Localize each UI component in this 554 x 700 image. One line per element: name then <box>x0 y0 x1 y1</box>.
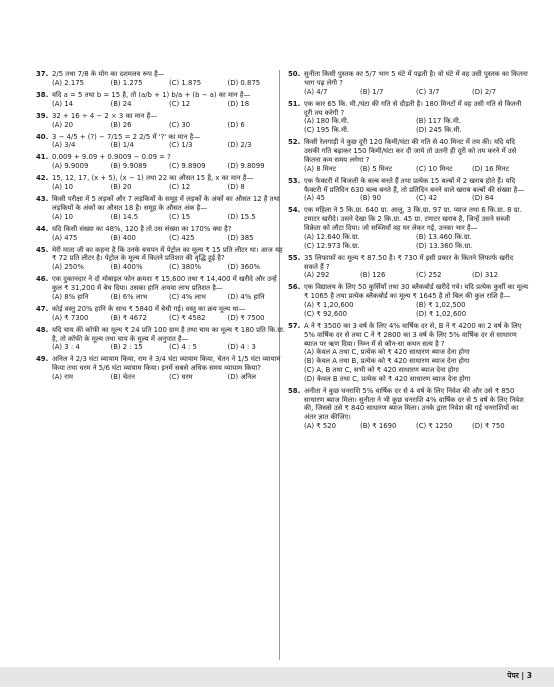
option-b: (B) 1/4 <box>110 141 134 150</box>
question-text: एक विद्यालय के लिए 50 कुर्सियाँ तथा 30 ब्लैकबोर्ड खरीदे गये। यदि प्रत्येक कुर्सी का मूल्य ₹ 1065 है तथा प्रत्येक ब्लैकबोर्ड का मूल्य ₹ 1645 है तो बिल की कुल राशि है— <box>304 283 528 301</box>
option-b: (B) चेतन <box>110 373 135 382</box>
option-a: (A) 3/4 <box>52 141 76 150</box>
option-a: (A) 475 <box>52 233 78 242</box>
question-number: 53. <box>288 176 301 185</box>
option-c: (C) 252 <box>416 271 442 280</box>
option-d: (D) ₹ 750 <box>472 422 505 431</box>
question-number: 54. <box>288 206 301 215</box>
option-b: (B) 20 <box>110 183 132 192</box>
option-b: (B) 9.9089 <box>110 162 147 171</box>
option-a: (A) 9.9009 <box>52 162 89 171</box>
options <box>36 293 286 302</box>
question-number: 52. <box>288 138 301 147</box>
page-footer-band <box>0 667 554 687</box>
option-a: (A) 180 कि.मी. <box>304 117 349 126</box>
option-c: (C) 12 <box>169 99 191 108</box>
question-number: 38. <box>36 90 49 99</box>
options <box>288 88 528 97</box>
question-number: 39. <box>36 111 49 120</box>
option-d: (D) 2/3 <box>227 141 252 150</box>
option-c: (C) 4 : 5 <box>169 343 197 352</box>
question-text: 2/5 तथा 7/8 के योग का दशमलव रूप है— <box>52 70 165 78</box>
question-number: 50. <box>288 70 301 78</box>
options <box>36 373 286 382</box>
options <box>36 314 286 323</box>
question-number: 55. <box>288 253 301 262</box>
question-text: कोई वस्तु 20% हानि के साथ ₹ 5840 में बेची गई। वस्तु का क्रय मूल्य था— <box>52 304 246 313</box>
option-a: (A) 8% हानि <box>52 292 89 301</box>
option-c: (C) A, B तथा C, सभी को ₹ 420 साधारण ब्याज देना होगा <box>304 365 459 374</box>
option-c: (C) ₹ 92,600 <box>304 309 348 318</box>
option-a: (A) 250% <box>52 263 84 272</box>
question-48 <box>36 326 286 352</box>
option-c: (C) 9.8909 <box>169 162 206 171</box>
option-d: (D) 6 <box>227 120 245 129</box>
option-b: (B) 24 <box>110 99 132 108</box>
option-c: (C) 10 मिनट <box>416 164 453 173</box>
options <box>36 100 286 109</box>
question-text: मेरी माता जी का कहना है कि उनके बचपन में पेट्रोल का मूल्य ₹ 15 प्रति लीटर था। आज यह ₹ 72 प्रति लीटर है। पेट्रोल के मूल्य में कितने प्रतिशत की वृद्धि हुई है? <box>52 245 283 263</box>
options <box>36 234 286 243</box>
option-a: (A) 20 <box>52 120 74 129</box>
question-number: 41. <box>36 153 49 162</box>
question-55 <box>288 254 528 280</box>
options <box>288 194 528 203</box>
question-46 <box>36 275 286 301</box>
option-d: (D) 4 : 3 <box>227 343 256 352</box>
question-58 <box>288 387 528 431</box>
question-text: यदि किसी संख्या का 48%, 120 है तो उस संख्या का 170% क्या है? <box>52 224 232 233</box>
options <box>288 348 528 383</box>
option-d: (D) 245 कि.मी. <box>416 126 462 135</box>
question-45 <box>36 246 286 272</box>
question-47 <box>36 305 286 323</box>
options <box>288 233 528 251</box>
options <box>288 422 528 431</box>
option-a: (A) 3 : 4 <box>52 343 80 352</box>
question-text: अनीता ने कुछ धनराशि 5% वार्षिक दर से 4 वर्ष के लिए निवेश की और उसे ₹ 850 साधारण ब्याज मिला। सुनीता ने भी कुछ धनराशि 4% वार्षिक दर से 5 वर्ष के लिए निवेश की, जिससे उसे ₹ 840 साधारण ब्याज मिला। उनके द्वारा निवेश की गई धनराशियों का अंतर ज्ञात कीजिए। <box>304 386 524 422</box>
option-b: (B) ₹ 1,02,500 <box>416 301 466 309</box>
option-c: (C) 42 <box>416 194 438 203</box>
question-number: 46. <box>36 275 49 284</box>
option-d: (D) 360% <box>227 263 261 272</box>
question-40 <box>36 133 286 151</box>
option-c: (C) 195 कि.मी. <box>304 126 350 135</box>
option-d: (D) 312 <box>472 271 499 280</box>
option-c: (C) 425 <box>169 233 195 242</box>
option-d: (D) 15.5 <box>227 212 256 221</box>
options <box>288 271 528 280</box>
question-text: 15, 12, 17, (x + 5), (x − 1) तथा 22 का औसत 15 है, x का मान है— <box>52 174 254 183</box>
question-number: 51. <box>288 99 301 108</box>
option-b: (B) 26 <box>110 120 132 129</box>
question-42 <box>36 174 286 192</box>
option-b: (B) 1.275 <box>110 78 143 87</box>
option-a: (A) ₹ 7300 <box>52 313 89 322</box>
option-b: (B) 90 <box>360 194 382 203</box>
option-a: (A) ₹ 1,20,600 <box>304 301 354 309</box>
question-43 <box>36 195 286 221</box>
option-d: (D) 13.360 कि.ग्रा. <box>416 241 473 250</box>
option-b: (B) 2 : 15 <box>110 343 143 352</box>
option-d: (D) ₹ 1,02,600 <box>416 309 467 318</box>
question-51 <box>288 100 528 135</box>
question-text: किसी परीक्षा में 5 लड़कों और 7 लड़कियों के समूह में लड़कों के अंकों का औसत 12 है तथा लड़कियों के अंकों का औसत 18 है। समूह के औसत अंक है— <box>52 195 280 212</box>
question-text: एक महिला ने 5 कि.ग्रा. 640 ग्रा. आलू, 3 कि.ग्रा. 97 ग्रा. प्याज तथा 6 कि.ग्रा. 8 ग्रा. टमाटर खरीदे। उसने देखा कि 2 कि.ग्रा. 45 ग्रा. टमाटर खराब है, जिन्हें उसने सब्जी विक्रेता को लौटा दिया। जो सब्जियाँ वह घर लेकर गई, उनका भार है— <box>304 206 522 232</box>
option-a: (A) 10 <box>52 212 74 221</box>
option-b: (B) 14.5 <box>110 212 139 221</box>
options <box>36 162 286 171</box>
options <box>36 121 286 130</box>
options <box>288 301 528 319</box>
question-57 <box>288 322 528 384</box>
question-text: किसी रेलगाड़ी ने कुछ दूरी 120 किमी/घंटा की गति से 40 मिनट में तय की। यदि यदि उसकी गति बढ़ाकर 150 किमी/घंटा कर दी जाये तो उतनी ही दूरी को तय करने में उसे कितना कम समय लगेगा ? <box>304 138 517 164</box>
options <box>36 213 286 222</box>
option-b: (B) 400 <box>110 233 136 242</box>
option-d: (D) 2/7 <box>472 87 496 96</box>
option-c: (C) 1/3 <box>169 141 193 150</box>
page-number-label: पेपर | 3 <box>507 671 532 680</box>
option-b: (B) 13.460 कि.ग्रा. <box>416 232 472 241</box>
question-44 <box>36 225 286 243</box>
option-b: (B) 1/7 <box>360 87 384 96</box>
option-d: (D) ₹ 7500 <box>227 313 265 322</box>
question-number: 57. <box>288 321 301 330</box>
option-b: (B) 126 <box>360 271 386 280</box>
options <box>288 165 528 174</box>
option-c: (C) 3/7 <box>416 87 440 96</box>
option-c: (C) 12.973 कि.ग्रा. <box>304 241 360 250</box>
option-a: (A) 2.175 <box>52 78 85 87</box>
question-text: 32 + 16 ÷ 4 − 2 × 3 का मान है— <box>52 111 158 120</box>
option-a: (A) 292 <box>304 271 330 280</box>
left-column <box>36 70 286 385</box>
option-a: (A) 10 <box>52 183 74 192</box>
question-number: 48. <box>36 325 49 334</box>
question-text: अनिल ने 2/3 घंटा व्यायाम किया, राम ने 3/4 घंटा व्यायाम किया, चेतन ने 1/5 घंटा व्यायाम किया तथा धरम ने 5/6 घंटा व्यायाम किया। इनमें सबसे अधिक समय व्यायाम किया? <box>52 355 281 373</box>
question-text: A ने ₹ 3500 का 3 वर्ष के लिए 4% वार्षिक दर से, B ने ₹ 4200 का 2 वर्ष के लिए 5% वार्षिक दर से तथा C ने ₹ 2800 का 3 वर्ष के लिए 5% वार्षिक दर से साधारण ब्याज पर ऋण दिया। निम्न में से कौन-सा कथन सत्य है ? <box>304 321 522 348</box>
question-number: 49. <box>36 355 49 364</box>
option-c: (C) 30 <box>169 120 191 129</box>
question-number: 40. <box>36 132 49 141</box>
option-b: (B) केवल A तथा B, प्रत्येक को ₹ 420 साधारण ब्याज देना होगा <box>304 357 470 366</box>
question-56 <box>288 283 528 318</box>
option-c: (C) धरम <box>169 373 193 382</box>
options <box>36 183 286 192</box>
question-number: 58. <box>288 386 301 395</box>
question-text: 3 − 4/5 + (?) − 7/15 = 2 2/5 में '?' का मान है— <box>52 132 201 141</box>
question-number: 56. <box>288 283 301 292</box>
option-a: (A) 45 <box>304 194 326 203</box>
option-a: (A) 14 <box>52 99 74 108</box>
question-52 <box>288 138 528 173</box>
option-b: (B) ₹ 4672 <box>110 313 147 322</box>
option-d: (D) केवल B तथा C, प्रत्येक को ₹ 420 साधारण ब्याज देना होगा <box>304 374 471 383</box>
question-54 <box>288 206 528 250</box>
option-b: (B) 5 मिनट <box>360 164 393 173</box>
option-a: (A) 4/7 <box>304 87 328 96</box>
question-text: सुनीता किसी पुस्तक का 5/7 भाग 5 घंटे में पढ़ती है। वो घंटे में वह उसी पुस्तक का कितना भाग पढ़ लेगी ? <box>304 70 528 87</box>
options <box>288 117 528 135</box>
question-number: 37. <box>36 70 49 78</box>
option-c: (C) 4% लाभ <box>169 292 206 301</box>
question-53 <box>288 177 528 203</box>
options <box>36 343 286 352</box>
option-c: (C) 1.875 <box>169 78 202 87</box>
option-a: (A) ₹ 520 <box>304 422 337 431</box>
question-text: 0.009 + 9.09 + 0.9009 − 0.09 = ? <box>52 153 171 162</box>
option-d: (D) 84 <box>472 194 494 203</box>
option-d: (D) 0.875 <box>227 78 261 87</box>
option-b: (B) 400% <box>110 263 143 272</box>
question-41 <box>36 153 286 171</box>
right-column <box>288 70 528 434</box>
option-a: (A) राम <box>52 373 74 382</box>
option-b: (B) 6% लाभ <box>110 292 148 301</box>
option-d: (D) 18 <box>227 99 250 108</box>
options <box>36 79 286 88</box>
question-number: 42. <box>36 174 49 183</box>
option-c: (C) 12 <box>169 183 191 192</box>
option-c: (C) ₹ 4582 <box>169 313 206 322</box>
option-a: (A) 12.640 कि.ग्रा. <box>304 232 360 241</box>
question-number: 45. <box>36 245 49 254</box>
question-text: एक फैक्टरी में बिजली के बल्ब बनते हैं तथा प्रत्येक 15 बल्बों में 2 खराब होते हैं। यदि फैक्टरी में प्रतिदिन 630 बल्ब बनते हैं, तो प्रतिदिन बनने वाले खराब बल्बों की संख्या है— <box>304 176 525 194</box>
question-38 <box>36 91 286 109</box>
question-text: 35 लिफाफों का मूल्य ₹ 87.50 है। ₹ 730 में इसी प्रकार के कितने लिफाफे खरीद सकते हैं ? <box>304 253 514 271</box>
question-50 <box>288 70 528 96</box>
option-c: (C) 15 <box>169 212 191 221</box>
option-d: (D) 16 मिनट <box>472 164 510 173</box>
option-d: (D) 9.8099 <box>227 162 265 171</box>
option-b: (B) ₹ 1690 <box>360 422 397 431</box>
option-a: (A) 8 मिनट <box>304 164 337 173</box>
option-d: (D) 385 <box>227 233 254 242</box>
question-number: 44. <box>36 224 49 233</box>
question-number: 43. <box>36 195 49 204</box>
question-37 <box>36 70 286 88</box>
options <box>36 263 286 272</box>
question-text: एक दुकानदार ने दो मोबाइल फोन क्रमशः ₹ 15,600 तथा ₹ 14,400 में खरीदे और उन्हें कुल ₹ 31,200 में बेच दिया। उसका हानि अथवा लाभ प्रतिशत है— <box>52 275 277 293</box>
question-39 <box>36 112 286 130</box>
options <box>36 141 286 150</box>
option-c: (C) 380% <box>169 263 202 272</box>
question-49 <box>36 355 286 381</box>
option-a: (A) केवल A तथा C, प्रत्येक को ₹ 420 साधारण ब्याज देना होगा <box>304 348 470 357</box>
option-d: (D) 8 <box>227 183 245 192</box>
question-text: यदि चाय की कॉफी का मूल्य ₹ 24 प्रति 100 ग्राम है तथा चाय का मूल्य ₹ 180 प्रति कि.ग्रा. है, तो कॉफी के मूल्य तथा चाय के मूल्य में अनुपात है— <box>52 325 286 343</box>
question-text: यदि a = 5 तथा b = 15 है, तो (a/b + 1) b/a + (b − a) का मान है— <box>52 90 251 99</box>
option-b: (B) 117 कि.मी. <box>416 117 461 126</box>
option-d: (D) अनिल <box>227 373 256 382</box>
option-d: (D) 4% हानि <box>227 292 265 301</box>
question-number: 47. <box>36 304 49 313</box>
option-c: (C) ₹ 1250 <box>416 422 453 431</box>
question-text: एक कार 65 कि. मी./घंटा की गति से दौड़ती है। 180 मिनटों में वह उसी गति से कितनी दूरी तय करेगी ? <box>304 99 522 117</box>
